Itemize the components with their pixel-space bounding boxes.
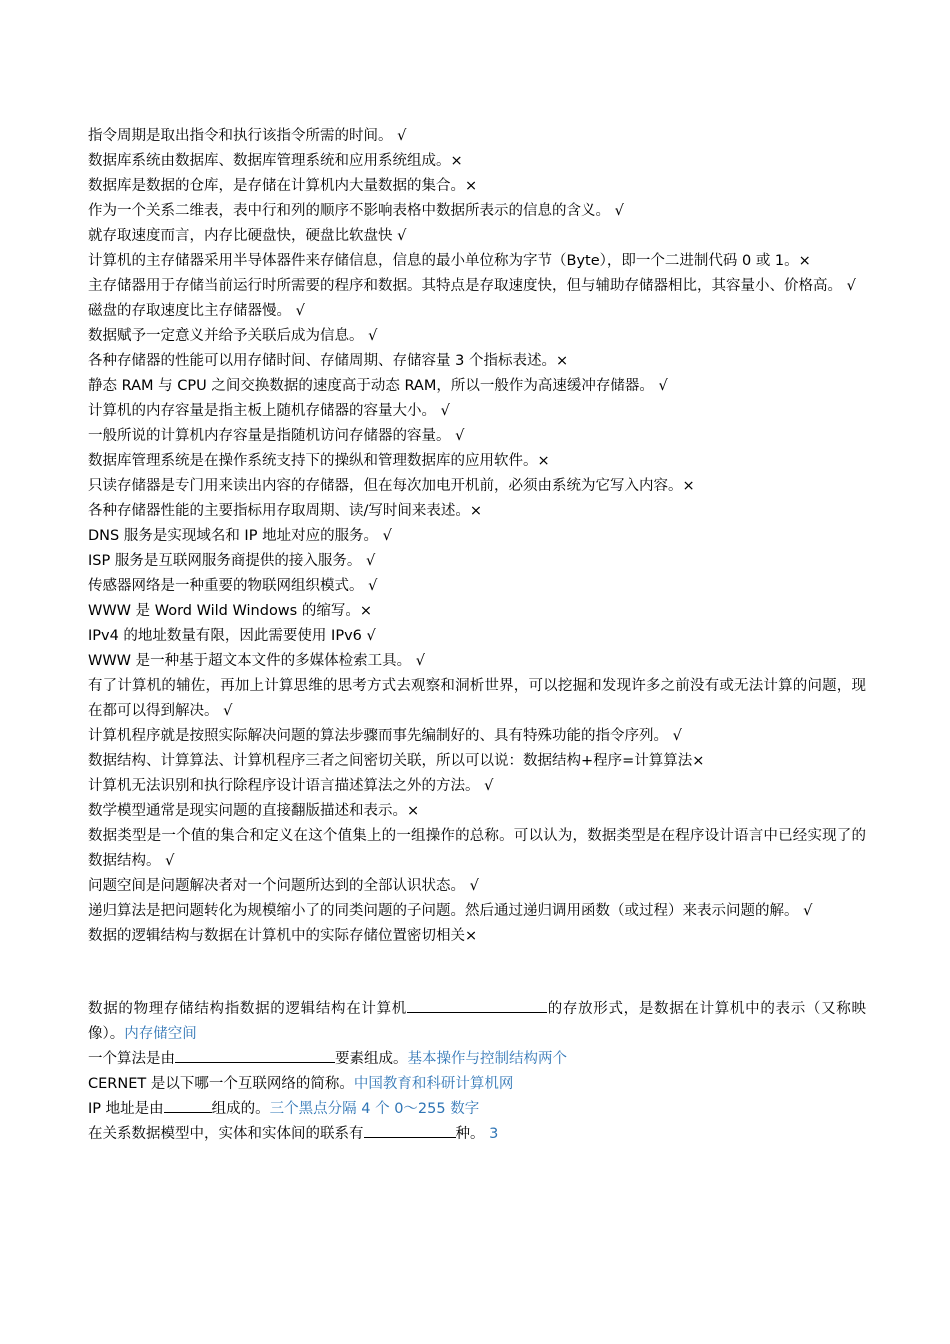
fill-blank	[175, 1048, 335, 1063]
judgment-item-11: 静态 RAM 与 CPU 之间交换数据的速度高于动态 RAM，所以一般作为高速缓冲存储器。 √	[88, 378, 668, 394]
judgment-item-16: 各种存储器性能的主要指标用存取周期、读/写时间来表述。×	[88, 503, 483, 519]
judgment-item-13: 一般所说的计算机内存容量是指随机访问存储器的容量。 √	[88, 428, 465, 444]
fill-blank	[364, 1123, 456, 1138]
judgment-item-25: 数据结构、计算算法、计算机程序三者之间密切关联，所以可以说：数据结构+程序=计算算法×	[88, 753, 705, 769]
judgment-item-17: DNS 服务是实现域名和 IP 地址对应的服务。 √	[88, 528, 392, 544]
fill-question-1-tail: 的存放形式，是数据在计算机中的表示（又称映像）。	[88, 1001, 866, 1042]
judgment-item-12: 计算机的内存容量是指主板上随机存储器的容量大小。 √	[88, 403, 450, 419]
document-page	[88, 124, 866, 1147]
fill-question-1-text: 数据的物理存储结构指数据的逻辑结构在计算机	[88, 1001, 407, 1017]
fill-question-5-tail: 种。	[455, 1126, 485, 1142]
fill-blank	[164, 1098, 212, 1113]
judgment-item-9: 数据赋予一定意义并给予关联后成为信息。 √	[88, 328, 378, 344]
fill-question-4-tail: 组成的。	[211, 1101, 270, 1117]
judgment-item-10: 各种存储器的性能可以用存储时间、存储周期、存储容量 3 个指标表述。×	[88, 353, 569, 369]
fill-question-2	[88, 1047, 866, 1072]
fill-question-4-text: IP 地址是由	[88, 1101, 164, 1117]
fill-blank	[407, 998, 547, 1013]
fill-question-1	[88, 997, 866, 1047]
fill-answer-5: 3	[489, 1126, 499, 1142]
fill-question-5-text: 在关系数据模型中，实体和实体间的联系有	[88, 1126, 364, 1142]
judgment-item-6: 计算机的主存储器采用半导体器件来存储信息，信息的最小单位称为字节（Byte），即一个二进制代码 0 或 1。×	[88, 253, 811, 269]
fill-question-5	[88, 1122, 866, 1147]
fill-question-3	[88, 1072, 866, 1097]
section-gap	[88, 949, 866, 997]
fill-answer-2: 基本操作与控制结构两个	[407, 1051, 567, 1067]
judgment-item-14: 数据库管理系统是在操作系统支持下的操纵和管理数据库的应用软件。×	[88, 453, 550, 469]
fill-question-2-tail: 要素组成。	[335, 1051, 408, 1067]
fill-question-2-text: 一个算法是由	[88, 1051, 175, 1067]
judgment-item-8: 磁盘的存取速度比主存储器慢。 √	[88, 303, 305, 319]
judgment-item-28: 数据类型是一个值的集合和定义在这个值集上的一组操作的总称。可以认为，数据类型是在程序设计语言中已经实现了的数据结构。 √	[88, 828, 866, 869]
judgment-item-23: 有了计算机的辅佐，再加上计算思维的思考方式去观察和洞析世界，可以挖掘和发现许多之前没有或无法计算的问题，现在都可以得到解决。 √	[88, 678, 866, 719]
judgment-item-2: 数据库系统由数据库、数据库管理系统和应用系统组成。×	[88, 153, 463, 169]
judgment-item-27: 数学模型通常是现实问题的直接翻版描述和表示。×	[88, 803, 420, 819]
judgment-item-30: 递归算法是把问题转化为规模缩小了的同类问题的子问题。然后通过递归调用函数（或过程）来表示问题的解。 √	[88, 903, 813, 919]
judgment-item-3: 数据库是数据的仓库，是存储在计算机内大量数据的集合。×	[88, 178, 478, 194]
judgment-item-1: 指令周期是取出指令和执行该指令所需的时间。 √	[88, 128, 407, 144]
judgment-item-7: 主存储器用于存储当前运行时所需要的程序和数据。其特点是存取速度快，但与辅助存储器相比，其容量小、价格高。 √	[88, 278, 856, 294]
fill-answer-4: 三个黑点分隔 4 个 0～255 数字	[269, 1101, 480, 1117]
judgment-item-4: 作为一个关系二维表，表中行和列的顺序不影响表格中数据所表示的信息的含义。 √	[88, 203, 624, 219]
judgment-item-18: ISP 服务是互联网服务商提供的接入服务。 √	[88, 553, 376, 569]
judgment-item-24: 计算机程序就是按照实际解决问题的算法步骤而事先编制好的、具有特殊功能的指令序列。 √	[88, 728, 682, 744]
judgment-item-21: IPv4 的地址数量有限，因此需要使用 IPv6 √	[88, 628, 376, 644]
judgment-item-20: WWW 是 Word Wild Windows 的缩写。×	[88, 603, 372, 619]
judgment-item-22: WWW 是一种基于超文本文件的多媒体检索工具。 √	[88, 653, 425, 669]
judgment-item-29: 问题空间是问题解决者对一个问题所达到的全部认识状态。 √	[88, 878, 479, 894]
fill-answer-3: 中国教育和科研计算机网	[353, 1076, 514, 1092]
fill-question-4	[88, 1097, 866, 1122]
judgment-item-15: 只读存储器是专门用来读出内容的存储器，但在每次加电开机前，必须由系统为它写入内容。×	[88, 478, 695, 494]
judgment-item-19: 传感器网络是一种重要的物联网组织模式。 √	[88, 578, 378, 594]
fill-question-3-text: CERNET 是以下哪一个互联网络的简称。	[88, 1076, 354, 1092]
fill-answer-1: 内存储空间	[124, 1026, 197, 1042]
judgment-item-31: 数据的逻辑结构与数据在计算机中的实际存储位置密切相关×	[88, 928, 478, 944]
judgment-item-26: 计算机无法识别和执行除程序设计语言描述算法之外的方法。 √	[88, 778, 494, 794]
judgment-item-5: 就存取速度而言，内存比硬盘快，硬盘比软盘快 √	[88, 228, 407, 244]
